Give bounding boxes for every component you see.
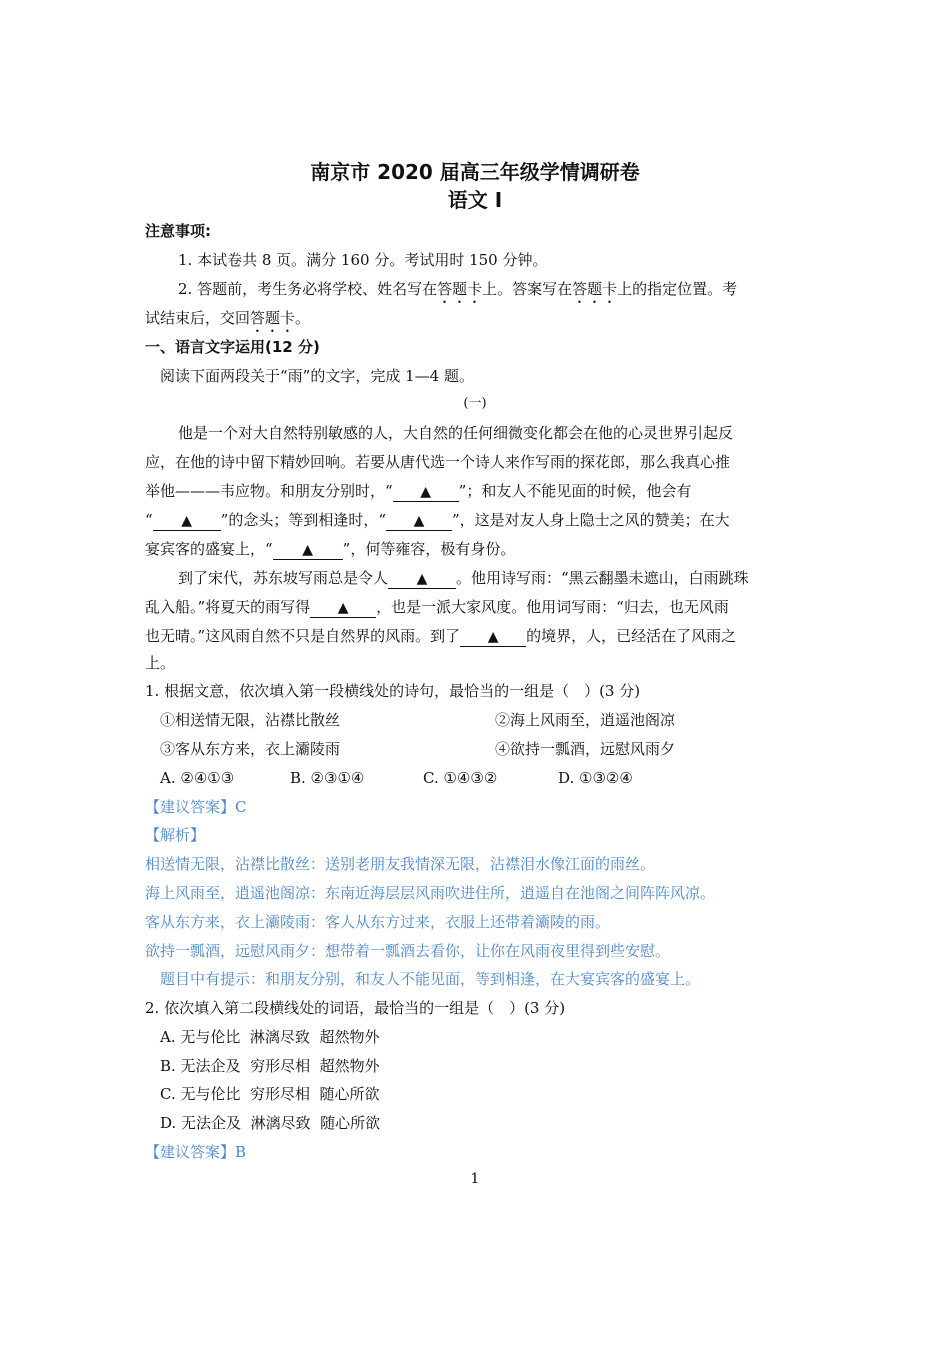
question-2-stem: 2. 依次填入第二段横线处的词语，最恰当的一组是（ ）(3 分)	[145, 999, 566, 1017]
answer-blank: ▲	[153, 511, 221, 531]
answer-blank: ▲	[386, 511, 452, 531]
analysis-line: 欲持一瓢酒，远慰风雨夕：想带着一瓢酒去看你，让你在风雨夜里得到些安慰。	[145, 942, 671, 960]
answer-blank: ▲	[310, 598, 376, 618]
question-2-option-b[interactable]: B. 无法企及 穷形尽相 超然物外	[160, 1057, 380, 1075]
answer-blank: ▲	[388, 569, 456, 589]
analysis-line: 题目中有提示：和朋友分别，和友人不能见面，等到相逢，在大宴宾客的盛宴上。	[160, 970, 701, 988]
question-2-option-d[interactable]: D. 无法企及 淋漓尽致 随心所欲	[160, 1114, 381, 1132]
notice-item-2: 2. 答题前，考生务必将学校、姓名写在答题卡上。答案写在答题卡上的指定位置。考	[178, 280, 738, 298]
analysis-line: 相送情无限，沾襟比散丝：送别老朋友我情深无限，沾襟泪水像江面的雨丝。	[145, 855, 656, 873]
passage-label: (一)	[463, 396, 487, 411]
notice-heading: 注意事项:	[145, 222, 211, 240]
notice-item-1: 1. 本试卷共 8 页。满分 160 分。考试用时 150 分钟。	[178, 251, 548, 269]
question-1-stem: 1. 根据文意，依次填入第一段横线处的诗句，最恰当的一组是（ ）(3 分)	[145, 682, 641, 700]
question-1-item: ②海上风雨至，逍遥池阁凉	[495, 711, 676, 729]
question-1-item: ③客从东方来，衣上灞陵雨	[160, 740, 341, 758]
passage-p1-line1: 他是一个对大自然特别敏感的人，大自然的任何细微变化都会在他的心灵世界引起反	[178, 424, 734, 442]
analysis-line: 客从东方来，衣上灞陵雨：客人从东方过来，衣服上还带着灞陵的雨。	[145, 913, 611, 931]
question-1-option-a[interactable]: A. ②④①③	[160, 769, 235, 787]
question-2-answer: 【建议答案】B	[145, 1143, 247, 1161]
question-1-analysis-label: 【解析】	[145, 826, 206, 844]
question-1-option-c[interactable]: C. ①④③②	[423, 769, 498, 787]
page-number: 1	[470, 1171, 480, 1187]
analysis-line: 海上风雨至，逍遥池阁凉：东南近海层层风雨吹进住所，逍遥自在池阁之间阵阵风凉。	[145, 884, 716, 902]
passage-p1-line2: 应，在他的诗中留下精妙回响。若要从唐代选一个诗人来作写雨的探花郎，那么我真心推	[145, 453, 731, 471]
question-1-option-b[interactable]: B. ②③①④	[290, 769, 365, 787]
passage-p2-line1: 到了宋代，苏东坡写雨总是令人 ▲ 。他用诗写雨：“黑云翻墨未遮山，白雨跳珠	[178, 569, 749, 587]
question-1-item: ④欲持一瓢酒，远慰风雨夕	[495, 740, 676, 758]
question-1-item: ①相送情无限，沾襟比散丝	[160, 711, 341, 729]
passage-p1-line4: “ ▲ ”的念头；等到相逢时，“ ▲ ”，这是对友人身上隐士之风的赞美；在大	[145, 511, 730, 529]
passage-p1-line3: 举他———韦应物。和朋友分别时，“ ▲ ”；和友人不能见面的时候，他会有	[145, 482, 692, 500]
exam-subtitle: 语文 I	[447, 188, 503, 212]
passage-p2-line2: 乱入船。”将夏天的雨写得 ▲ ，也是一派大家风度。他用词写雨：“归去，也无风雨	[145, 598, 729, 616]
question-1-option-d[interactable]: D. ①③②④	[558, 769, 633, 787]
exam-title: 南京市 2020 届高三年级学情调研卷	[310, 160, 640, 184]
question-1-answer: 【建议答案】C	[145, 798, 247, 816]
question-2-option-a[interactable]: A. 无与伦比 淋漓尽致 超然物外	[160, 1028, 380, 1046]
notice-item-2-cont: 试结束后，交回答题卡。	[145, 309, 311, 327]
answer-blank: ▲	[393, 482, 459, 502]
section-heading: 一、语言文字运用(12 分)	[145, 338, 320, 356]
section-instruction: 阅读下面两段关于“雨”的文字，完成 1—4 题。	[160, 367, 474, 385]
answer-blank: ▲	[273, 540, 343, 560]
question-1-items-row2	[160, 738, 825, 760]
question-1-options	[160, 767, 825, 789]
question-2-option-c[interactable]: C. 无与伦比 穷形尽相 随心所欲	[160, 1085, 380, 1103]
passage-p2-line3: 也无晴。”这风雨自然不只是自然界的风雨。到了 ▲ 的境界，人，已经活在了风雨之	[145, 627, 737, 645]
passage-p1-line5: 宴宾客的盛宴上，“ ▲ ”，何等雍容，极有身份。	[145, 540, 516, 558]
answer-blank: ▲	[460, 627, 526, 647]
question-1-items-row1	[160, 709, 825, 731]
passage-p2-line4: 上。	[145, 654, 176, 672]
